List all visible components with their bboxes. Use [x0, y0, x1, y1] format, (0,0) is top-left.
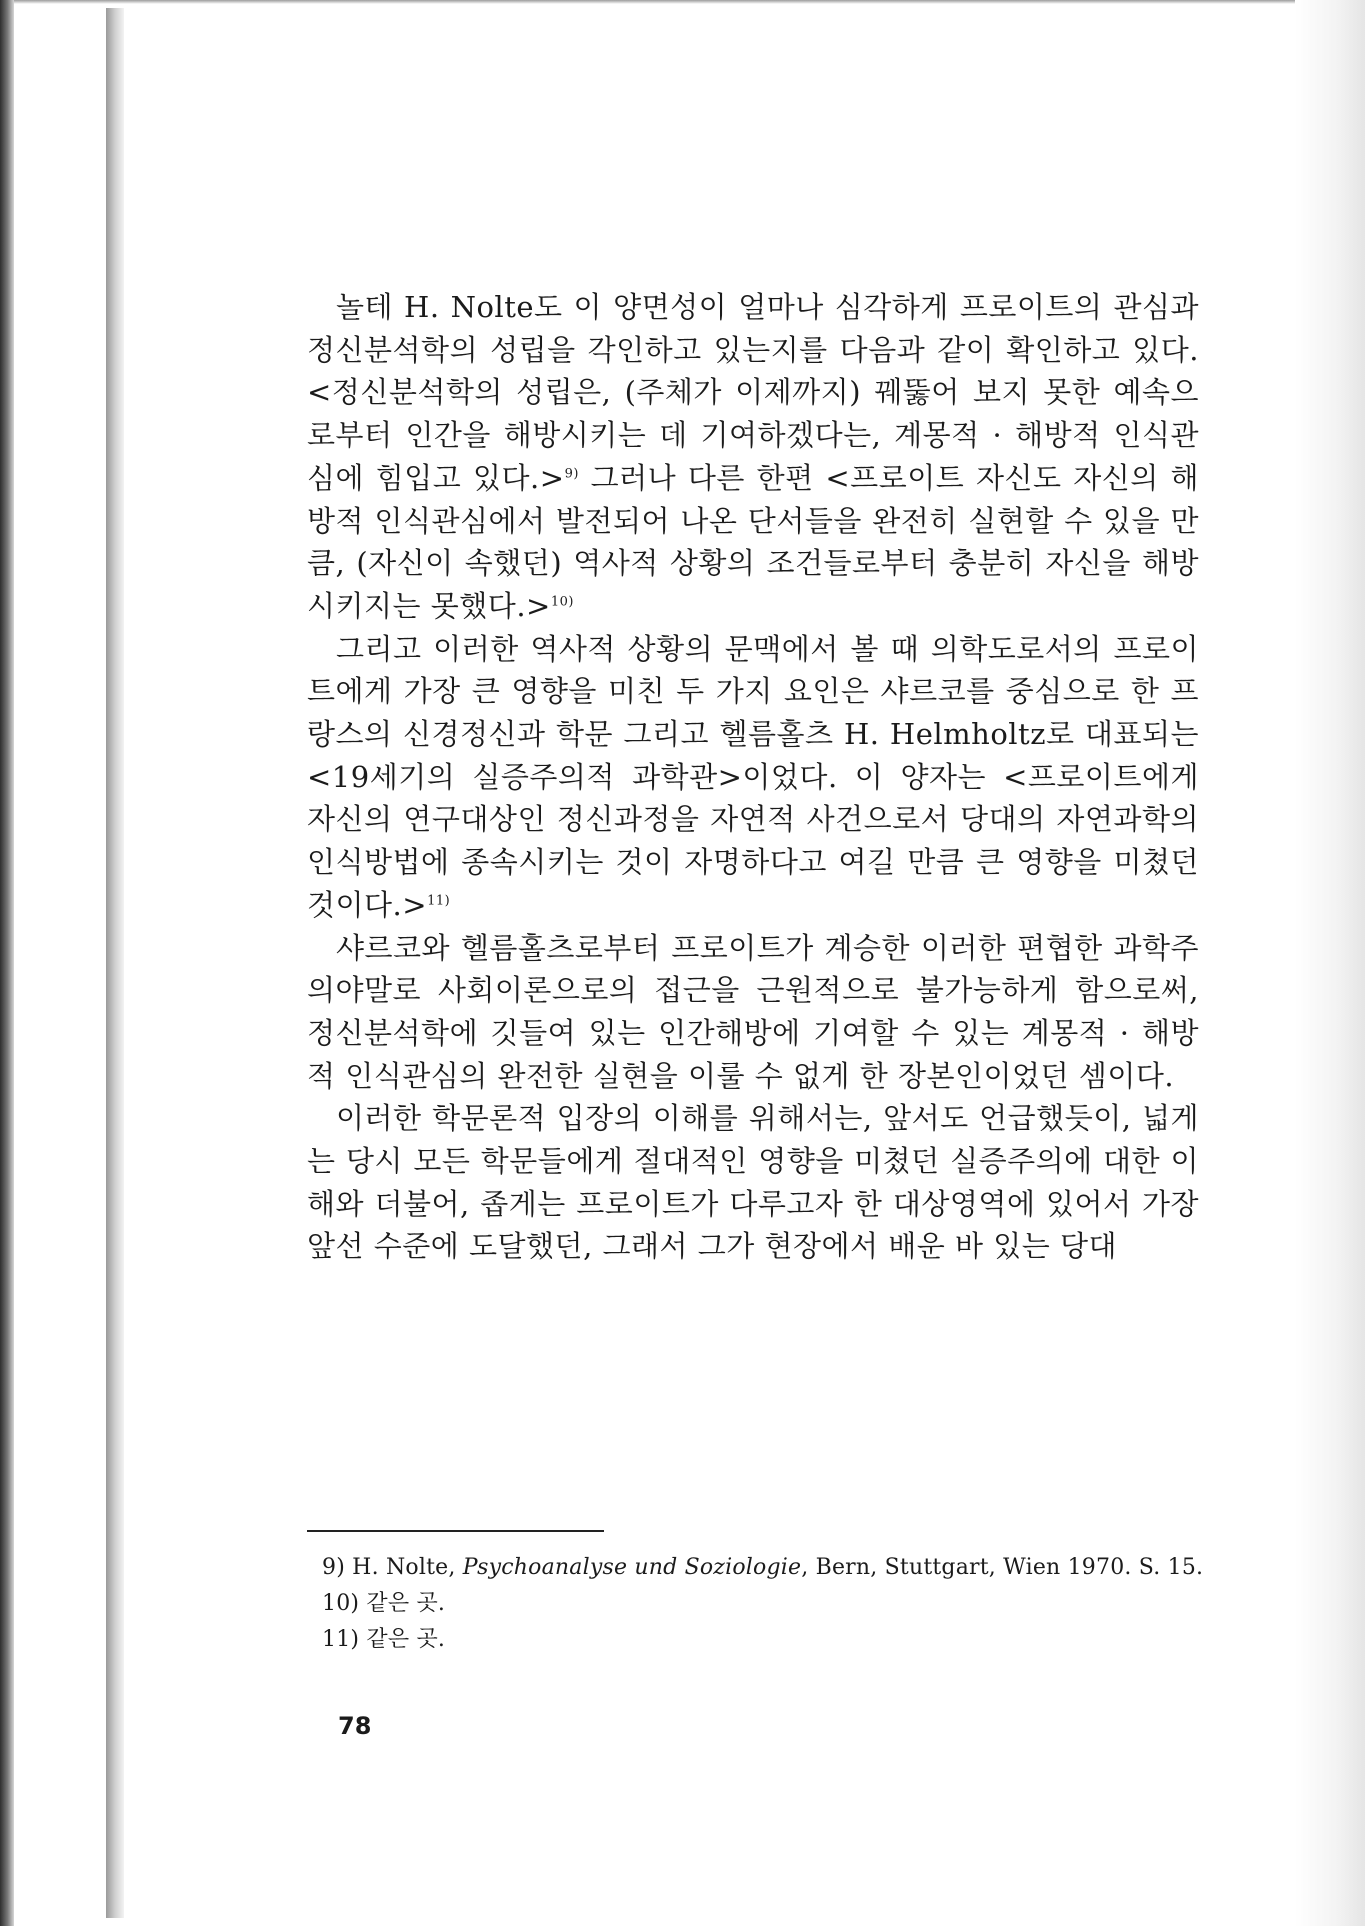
page-number: 78: [338, 1712, 372, 1740]
footnote-10: [322, 1586, 1202, 1622]
footnote-author: H. Nolte,: [344, 1555, 463, 1580]
footnote-publication: , Bern, Stuttgart, Wien 1970. S. 15.: [801, 1555, 1204, 1580]
paragraph-1-text: 놀테 H. Nolte도 이 양면성이 얼마나 심각하게 프로이트의 관심과 정신분석학의 성립을 각인하고 있는지를 다음과 같이 확인하고 있다. <정신분석학의 성립은, (주체가 이제까지) 꿰뚫어 보지 못한 예속으로부터 인간을 해방시키는 데 기여하겠다는, 계몽적 · 해방적 인식관심에 힘입고 있다.>: [307, 290, 1199, 495]
footnote-number: 9): [322, 1555, 345, 1580]
footnote-ref-10: 10): [550, 594, 574, 610]
paragraph-1-text-cont: 그러나 다른 한편 <프로이트 자신도 자신의 해방적 인식관심에서 발전되어 나온 단서들을 완전히 실현할 수 있을 만큼, (자신이 속했던) 역사적 상황의 조건들로부터 충분히 자신을 해방시키지는 못했다.>: [307, 460, 1199, 623]
page-right-edge: [1295, 0, 1365, 1926]
paragraph-1: [307, 286, 1199, 628]
paragraph-2-text: 그리고 이러한 역사적 상황의 문맥에서 볼 때 의학도로서의 프로이트에게 가장 큰 영향을 미친 두 가지 요인은 샤르코를 중심으로 한 프랑스의 신경정신과 학문 그리고 헬름홀츠 H. Helmholtz로 대표되는 <19세기의 실증주의적 과학관>이었다. 이 양자는 <프로이트에게 자신의 연구대상인 정신과정을 자연적 사건으로서 당대의 자연과학의 인식방법에 종속시키는 것이 자명하다고 여길 만큼 큰 영향을 미쳤던 것이다.>: [307, 631, 1199, 922]
footnote-book-title: Psychoanalyse und Soziologie: [462, 1555, 802, 1580]
footnote-11: [322, 1622, 1202, 1658]
paragraph-2: [307, 628, 1199, 927]
footnote-number: 11): [322, 1627, 360, 1652]
paragraph-4: [307, 1097, 1199, 1268]
footnote-number: 10): [322, 1591, 360, 1616]
footnote-ref-9: 9): [564, 466, 579, 482]
paragraph-3-text: 샤르코와 헬름홀츠로부터 프로이트가 계승한 이러한 편협한 과학주의야말로 사회이론으로의 접근을 근원적으로 불가능하게 함으로써, 정신분석학에 깃들여 있는 인간해방에 기여할 수 있는 계몽적 · 해방적 인식관심의 완전한 실현을 이룰 수 없게 한 장본인이었던 셈이다.: [307, 930, 1199, 1093]
footnote-ref-11: 11): [427, 893, 451, 909]
footnote-text: 같은 곳.: [359, 1627, 446, 1652]
footnote-text: 같은 곳.: [359, 1591, 446, 1616]
body-text: [307, 286, 1199, 1268]
footnote-9: [322, 1550, 1202, 1586]
paragraph-4-text: 이러한 학문론적 입장의 이해를 위해서는, 앞서도 언급했듯이, 넓게는 당시 모든 학문들에게 절대적인 영향을 미쳤던 실증주의에 대한 이해와 더불어, 좁게는 프로이트가 다루고자 한 대상영역에 있어서 가장 앞선 수준에 도달했던, 그래서 그가 현장에서 배운 바 있는 당대: [307, 1101, 1199, 1264]
page-spine-shadow: [106, 8, 124, 1918]
footnotes: [322, 1550, 1202, 1658]
page-binding-shadow: [0, 0, 14, 1926]
page-top-edge: [14, 0, 1365, 4]
footnote-divider: [307, 1530, 604, 1532]
paragraph-3: [307, 927, 1199, 1098]
